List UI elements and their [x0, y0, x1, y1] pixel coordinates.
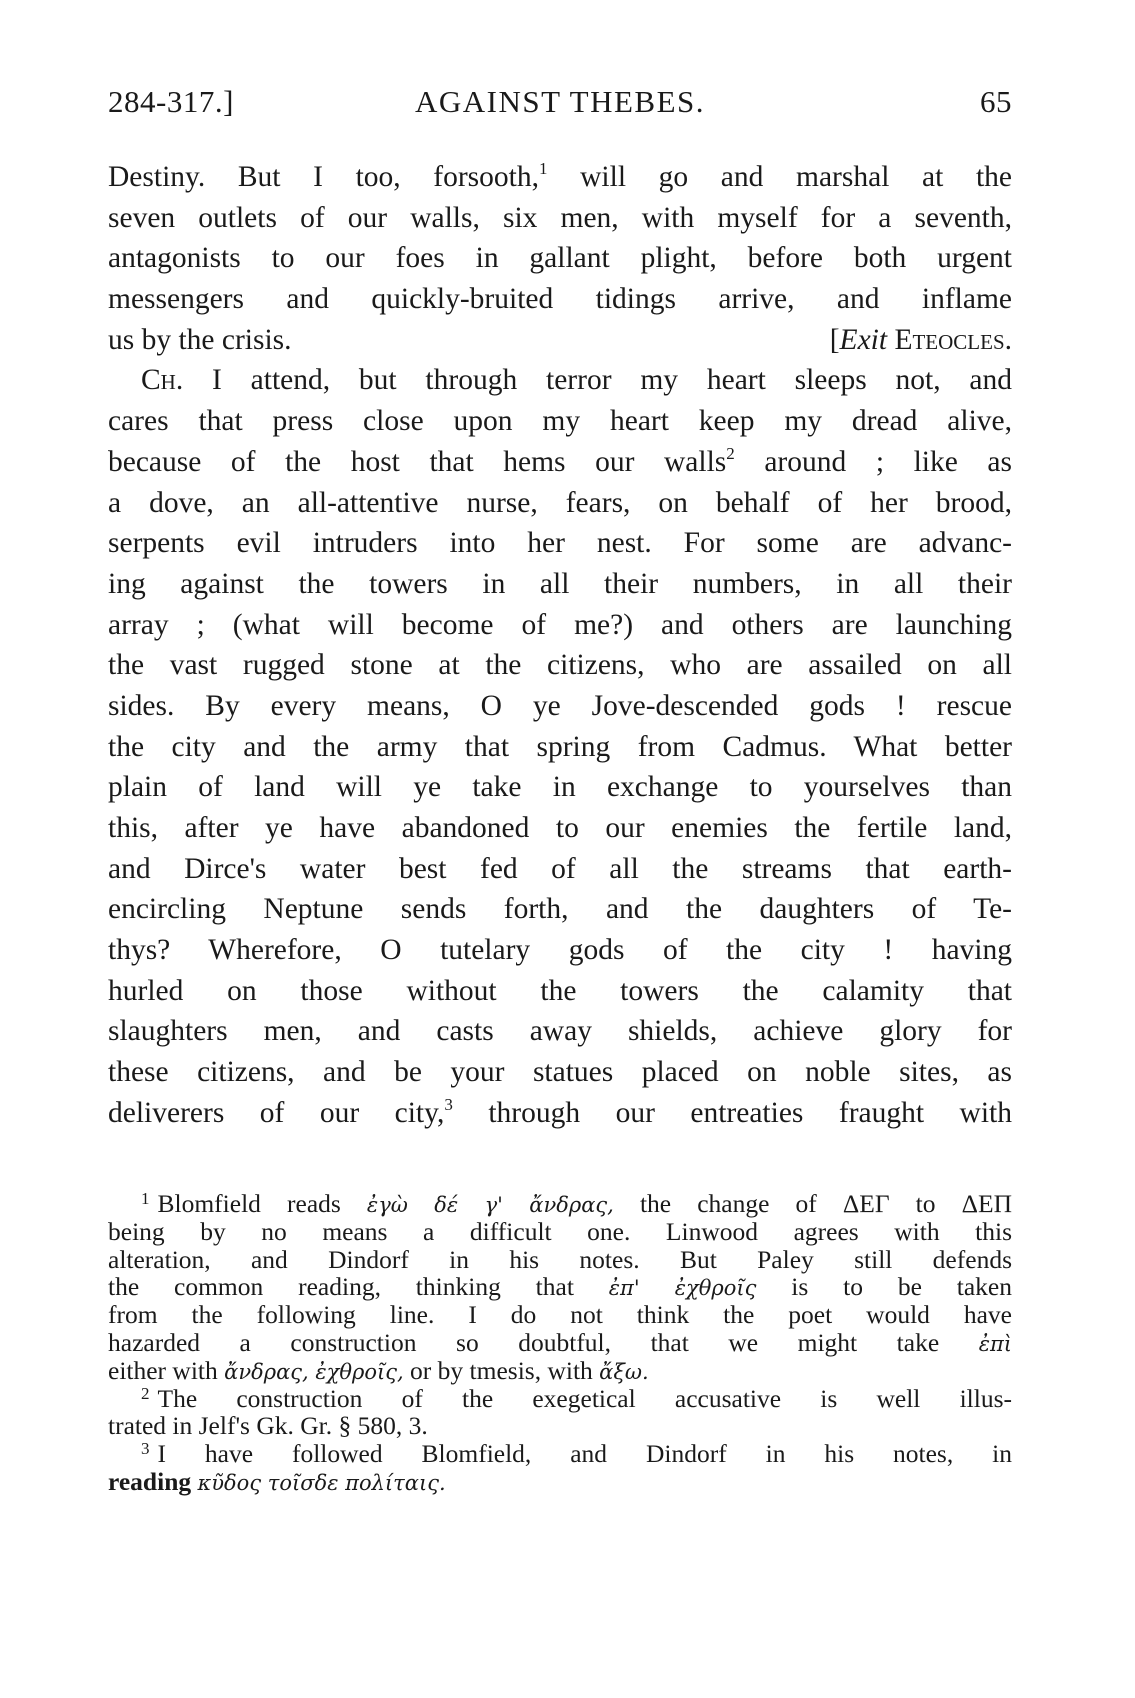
text-line: a dove, an all-attentive nurse, fears, on behalf of her brood,	[108, 486, 1012, 519]
footnote-line: from the following line. I do not think the poet would have	[108, 1300, 1012, 1330]
speaker-line: Ch. I attend, but through terror my heart sleeps not, and	[141, 364, 1012, 397]
stage-direction-line	[108, 320, 1012, 361]
text-line: cares that press close upon my heart keep my dread alive,	[108, 405, 1012, 438]
footnote-2: $^2$ The construction of the exegetical accusative is well illus-	[141, 1383, 1012, 1413]
footnote-line: alteration, and Dindorf in his notes. But Paley still defends	[108, 1244, 1012, 1274]
main-text	[108, 157, 1012, 1134]
text-line: seven outlets of our walls, six men, with myself for a seventh,	[108, 201, 1012, 234]
text-line: this, after ye have abandoned to our enemies the fertile land,	[108, 812, 1012, 844]
footnote-line: being by no means a difficult one. Linwood agrees with this	[108, 1216, 1012, 1246]
text-line: sides. By every means, O ye Jove-descended gods ! rescue	[108, 689, 1012, 722]
footnote-line: trated in Jelf's Gk. Gr. § 580, 3.	[108, 1411, 428, 1441]
text-line: antagonists to our foes in gallant plight, before both urgent	[108, 242, 1012, 275]
footnote-line: hazarded a construction so doubtful, that we might take ἐπὶ	[108, 1327, 1012, 1357]
text-line: because of the host that hems our walls$^2$ around ; like as	[108, 443, 1012, 478]
footnote-3: $^3$ I have followed Blomfield, and Dindorf in his notes, in	[141, 1439, 1012, 1469]
footnote-ref: 3	[444, 1094, 453, 1114]
text-line: ing against the towers in all their numbers, in all their	[108, 567, 1012, 600]
text-line: hurled on those without the towers the calamity that	[108, 974, 1012, 1007]
text-line: deliverers of our city,$^3$ through our entreaties fraught with	[108, 1094, 1012, 1129]
footnote-1: $^1$ Blomfield reads ἐγὼ δέ γ' ἄνδρας, the change of ΔΕΓ to ΔΕΠ	[141, 1189, 1012, 1218]
text-line: array ; (what will become of me?) and others are launching	[108, 608, 1012, 641]
footnote-number: 2	[141, 1383, 150, 1403]
text-line: slaughters men, and casts away shields, achieve glory for	[108, 1015, 1012, 1048]
chapter-title: AGAINST THEBES.	[414, 84, 706, 119]
running-header	[108, 84, 1012, 124]
text-line: serpents evil intruders into her nest. For some are advanc-	[108, 527, 1012, 560]
text-line: plain of land will ye take in exchange to yourselves than	[108, 771, 1012, 804]
text-line: these citizens, and be your statues placed on noble sites, as	[108, 1056, 1012, 1089]
footnotes	[108, 1190, 1012, 1496]
line-range: 284-317.]	[108, 84, 234, 119]
footnote-ref: 1	[538, 159, 548, 178]
footnote-number: 3	[141, 1439, 150, 1459]
text-line: and Dirce's water best fed of all the streams that earth-	[108, 852, 1012, 885]
speaker-label: Ch.	[141, 364, 184, 397]
text-line: the vast rugged stone at the citizens, who are assailed on all	[108, 649, 1012, 682]
text-line: messengers and quickly-bruited tidings arrive, and inflame	[108, 283, 1012, 316]
footnote-line: the common reading, thinking that ἐπ' ἐχθροῖς is to be taken	[108, 1272, 1012, 1302]
text-fragment: us by the crisis.	[108, 323, 292, 356]
footnote-line: reading κῦδος τοῖσδε πολίταις.	[108, 1466, 446, 1496]
text-line: encircling Neptune sends forth, and the daughters of Te-	[108, 893, 1012, 926]
footnote-ref: 2	[726, 443, 735, 463]
stage-direction: [Exit Eteocles.	[829, 323, 1012, 356]
footnote-line: either with ἄνδρας, ἐχθροῖς, or by tmesis, with ἄξω.	[108, 1355, 649, 1385]
text-line: the city and the army that spring from Cadmus. What better	[108, 730, 1012, 763]
page-number: 65	[980, 84, 1012, 119]
footnote-number: 1	[141, 1189, 150, 1208]
text-line: thys? Wherefore, O tutelary gods of the city ! having	[108, 934, 1012, 967]
text-line: Destiny. But I too, forsooth,$^1$ will go and marshal at the	[108, 159, 1012, 193]
